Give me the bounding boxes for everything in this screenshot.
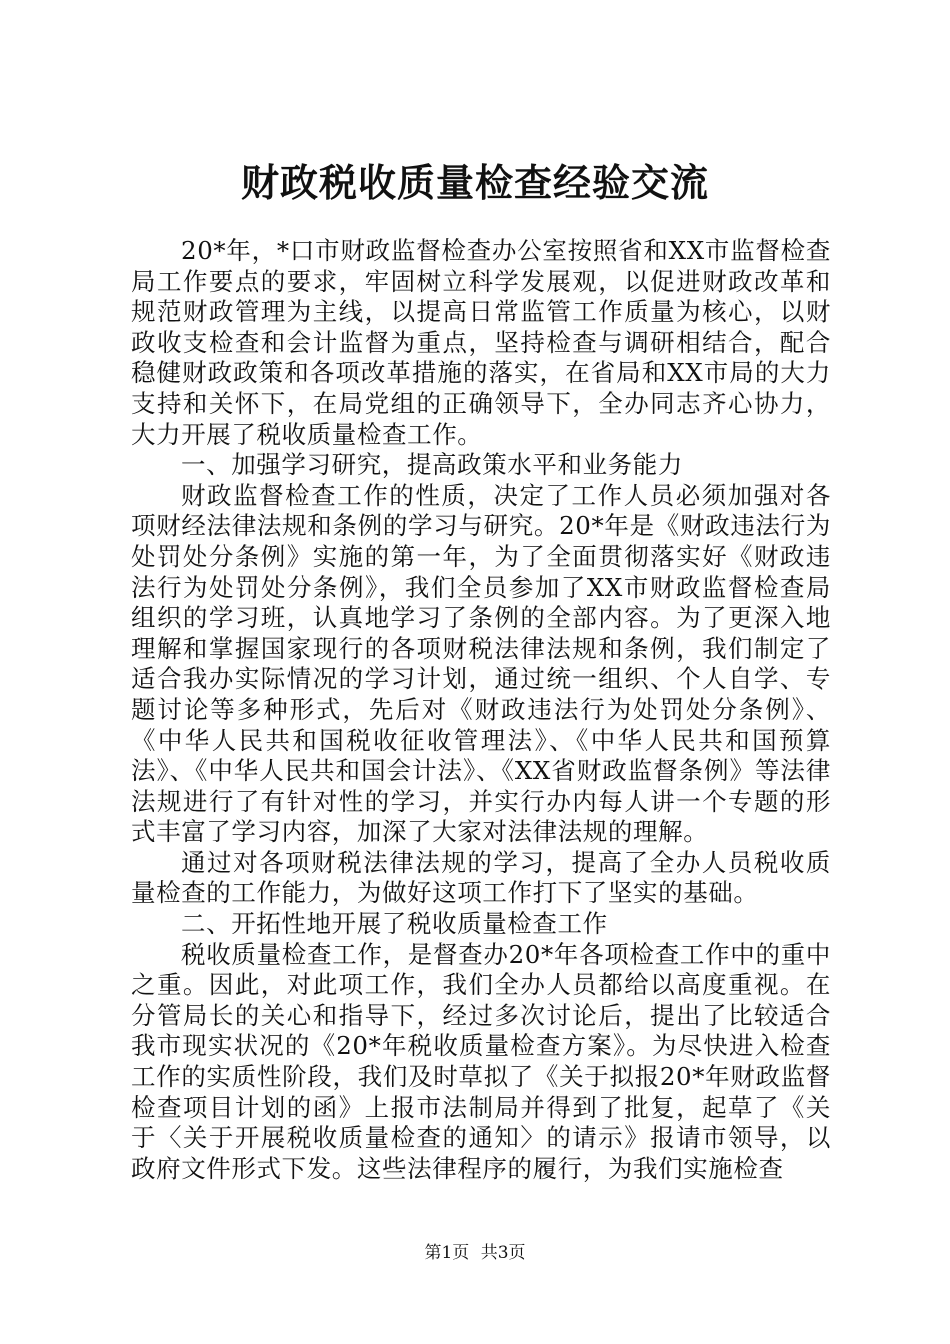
document-title: 财政税收质量检查经验交流: [240, 160, 709, 205]
page-total: 共3页: [480, 1243, 526, 1263]
section-heading-1: 一、加强学习研究，提高政策水平和业务能力: [181, 450, 683, 480]
paragraph-study-result: 通过对各项财税法律法规的学习，提高了全办人员税收质量检查的工作能力，为做好这项工作打下了坚实的基础。: [131, 847, 831, 908]
document-body: [131, 236, 831, 1184]
paragraph-intro: 20*年，*口市财政监督检查办公室按照省和XX市监督检查局工作要点的要求，牢固树立科学发展观，以促进财政改革和规范财政管理为主线，以提高日常监管工作质量为核心，以财政收支检查和会计监督为重点，坚持检查与调研相结合，配合稳健财政政策和各项改革措施的落实，在省局和XX市局的大力支持和关怀下，在局党组的正确领导下，全办同志齐心协力，大力开展了税收质量检查工作。: [131, 236, 831, 449]
page-number: 第1页: [424, 1243, 470, 1263]
section-heading-2: 二、开拓性地开展了税收质量检查工作: [181, 909, 608, 939]
paragraph-inspection: 税收质量检查工作，是督查办20*年各项检查工作中的重中之重。因此，对此项工作，我们全办人员都给以高度重视。在分管局长的关心和指导下，经过多次讨论后，提出了比较适合我市现实状况的《20*年税收质量检查方案》。为尽快进入检查工作的实质性阶段，我们及时草拟了《关于拟报20*年财政监督检查项目计划的函》上报市法制局并得到了批复，起草了《关于〈关于开展税收质量检查的通知〉的请示》报请市领导，以政府文件形式下发。这些法律程序的履行，为我们实施检查: [131, 939, 831, 1183]
paragraph-study: 财政监督检查工作的性质，决定了工作人员必须加强对各项财经法律法规和条例的学习与研究。20*年是《财政违法行为处罚处分条例》实施的第一年，为了全面贯彻落实好《财政违法行为处罚处分条例》，我们全员参加了XX市财政监督检查局组织的学习班，认真地学习了条例的全部内容。为了更深入地理解和掌握国家现行的各项财税法律法规和条例，我们制定了适合我办实际情况的学习计划，通过统一组织、个人自学、专题讨论等多种形式，先后对《财政违法行为处罚处分条例》、《中华人民共和国税收征收管理法》、《中华人民共和国预算法》、《中华人民共和国会计法》、《XX省财政监督条例》等法律法规进行了有针对性的学习，并实行办内每人讲一个专题的形式丰富了学习内容，加深了大家对法律法规的理解。: [131, 480, 831, 847]
page-footer: [0, 1242, 950, 1264]
